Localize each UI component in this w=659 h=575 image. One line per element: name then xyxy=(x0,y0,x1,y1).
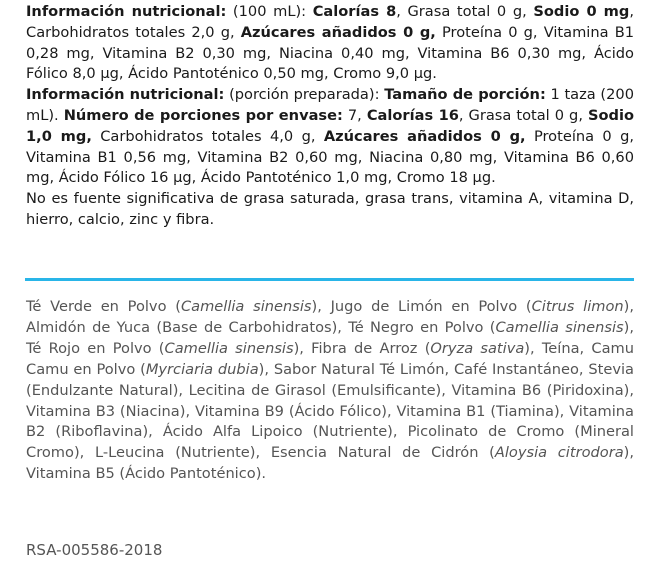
text-segment: ), Sabor Natural Té Limón, Café Instantáneo, Stevia (Endulzante Natural), Lecitina de Girasol (Emulsificante), Vitamina B6 (Piridoxina), Vitamina B3 (Niacina), Vitamina B9 (Ácido Fólico), Vitamina B1 (Tiamina), Vitamina B2 (Riboflavina), Ácido Alfa Lipoico (Nutriente), Picolinato de Cromo (Mineral Cromo), L-Leucina (Nutriente), Esencia Natural de Cidrón ( xyxy=(26,360,634,462)
text-segment: ), Fibra de Arroz ( xyxy=(293,339,431,357)
text-segment: Proteína 0 g, Vitamina B1 0,28 mg, Vitamina B2 0,30 mg, Niacina 0,40 mg, Vitamina B6 0,30 mg, Ácido Fólico 8,0 µg, Ácido Pantoténico 0,50 mg, Cromo 9,0 µg. xyxy=(26,23,634,83)
text-segment: (100 mL): xyxy=(226,3,313,20)
species-name: Myrciaria dubia xyxy=(145,360,259,378)
text-segment: Carbohidratos totales 4,0 g, xyxy=(91,127,324,145)
calories-value: Calorías 16 xyxy=(366,106,459,124)
nutrition-label: Información nutricional: xyxy=(26,3,227,20)
nutrition-facts xyxy=(26,2,634,231)
nutrition-label: Información nutricional: xyxy=(26,86,225,104)
added-sugars-value: Azúcares añadidos 0 g, xyxy=(323,127,526,145)
section-divider xyxy=(25,278,634,281)
text-segment: 7, xyxy=(342,106,367,124)
text-segment: ), Teína, Camu Camu en Polvo ( xyxy=(26,339,634,378)
species-name: Citrus limon xyxy=(531,298,624,315)
text-segment: , Carbohidratos totales 2,0 g, xyxy=(26,3,634,41)
servings-per-container-label: Número de porciones por envase: xyxy=(63,106,343,124)
nutrition-disclaimer: No es fuente significativa de grasa saturada, grasa trans, vitamina A, vitamina D, hierro, calcio, zinc y fibra. xyxy=(26,190,634,228)
text-segment: (porción preparada): xyxy=(224,86,385,104)
registration-number: RSA-005586-2018 xyxy=(26,541,163,559)
text-segment: Proteína 0 g, Vitamina B1 0,56 mg, Vitamina B2 0,60 mg, Niacina 0,80 mg, Vitamina B6 0,60 mg, Ácido Fólico 16 µg, Ácido Pantoténico 1,0 mg, Cromo 18 µg. xyxy=(26,127,634,187)
text-segment: , Grasa total 0 g, xyxy=(396,3,534,20)
text-segment: , Grasa total 0 g, xyxy=(458,106,588,124)
sodium-value: Sodio 1,0 mg, xyxy=(26,106,634,145)
calories-value: Calorías 8 xyxy=(312,3,397,20)
species-name: Camellia sinensis xyxy=(180,298,312,315)
text-segment: ), Vitamina B5 (Ácido Pantoténico). xyxy=(26,444,634,483)
ingredients-list xyxy=(26,297,634,485)
serving-size-label: Tamaño de porción: xyxy=(384,86,546,104)
text-segment: ), Jugo de Limón en Polvo ( xyxy=(311,298,532,315)
species-name: Oryza sativa xyxy=(430,339,525,357)
species-name: Camellia sinensis xyxy=(495,318,624,336)
text-segment: ), Té Rojo en Polvo ( xyxy=(26,318,634,357)
nutrition-per-100ml xyxy=(26,2,634,85)
nutrition-per-serving xyxy=(26,85,634,189)
species-name: Camellia sinensis xyxy=(164,339,294,357)
species-name: Aloysia citrodora xyxy=(494,444,624,462)
text-segment: ), Almidón de Yuca (Base de Carbohidratos), Té Negro en Polvo ( xyxy=(26,298,634,336)
text-segment: Té Verde en Polvo ( xyxy=(26,298,181,315)
sodium-value: Sodio 0 mg xyxy=(533,3,630,20)
text-segment: 1 taza (200 mL). xyxy=(26,86,634,124)
added-sugars-value: Azúcares añadidos 0 g, xyxy=(240,23,436,41)
